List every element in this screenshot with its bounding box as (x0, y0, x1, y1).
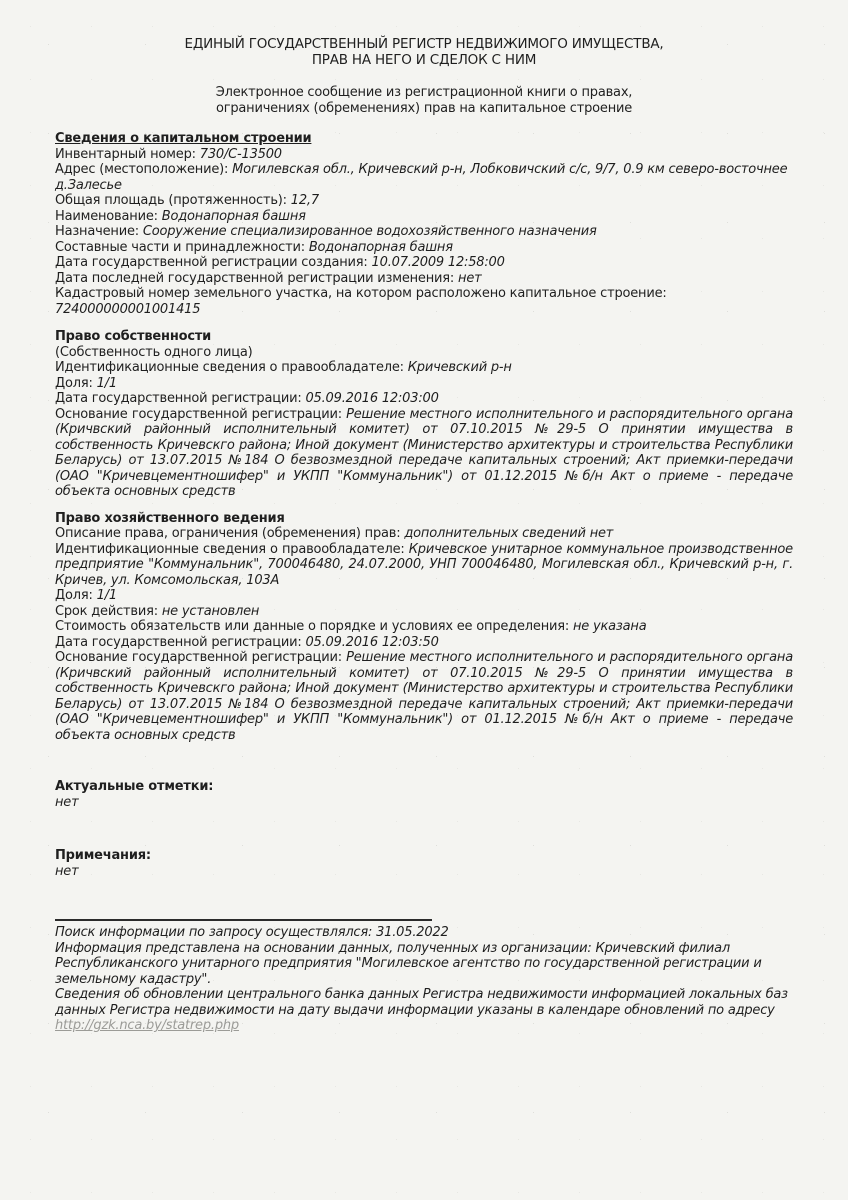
field-row (55, 162, 793, 193)
field-label: Инвентарный номер: (55, 146, 196, 162)
field-row (55, 224, 793, 240)
field-value: не указана (572, 619, 647, 634)
field-label: Назначение: (55, 224, 139, 239)
field-label: Дата государственной регистрации: (55, 391, 302, 406)
section-value: нет (55, 863, 79, 879)
document-subtitle-line1: Электронное сообщение из регистрационной книги о правах, (215, 85, 633, 100)
footer-info-line: Информация представлена на основании данных, полученных из организации: Кричевский филиал Республиканского унитарного предприятия "Могилевское агентство по государственной регистрации и земельному кадастру". (55, 940, 762, 987)
section-notes (55, 848, 793, 879)
field-value: Могилевская обл., Кричевский р-н, Лобковичский с/с, 9/7, 0.9 км северо-восточнее д.Залесье (55, 162, 788, 193)
field-label: Стоимость обязательств или данные о порядке и условиях ее определения: (55, 619, 570, 634)
section-subheading: (Собственность одного лица) (55, 344, 253, 360)
field-row (55, 604, 793, 620)
section-economic-right (55, 511, 793, 744)
field-value: дополнительных сведений нет (404, 526, 614, 541)
footer (55, 925, 793, 1034)
field-label: Дата последней государственной регистрации изменения: (55, 270, 455, 286)
field-label: Основание государственной регистрации: (55, 406, 342, 422)
section-heading: Примечания: (55, 848, 151, 863)
field-label: Описание права, ограничения (обременения) прав: (55, 526, 401, 541)
document-title (55, 36, 793, 68)
field-row (55, 650, 793, 743)
field-label: Доля: (55, 588, 93, 603)
field-label: Идентификационные сведения о правообладателе: (55, 360, 404, 375)
field-row (55, 542, 793, 589)
field-label: Дата государственной регистрации создания: (55, 255, 368, 270)
field-value: Решение местного исполнительного и распорядительного органа (Кричвский районный исполнительный комитет) от 07.10.2015 №29-5 О принятии имущества в собственность Кричевскго района; Иной документ (Министерство архитектуры и строительства Республики Беларусь) от 13.07.2015 №184 О безвозмездной передаче капитальных строений; Акт приемки-передачи (ОАО "Кричевцементношифер" и УКПП "Коммунальник") от 01.12.2015 №б/н Акт о приеме - передаче объекта основных средств (55, 650, 793, 743)
field-value: 05.09.2016 12:03:50 (305, 634, 439, 650)
field-label: Дата государственной регистрации: (55, 634, 302, 650)
footer-divider-line (55, 919, 432, 921)
field-label: Общая площадь (протяженность): (55, 193, 287, 208)
field-row (55, 588, 793, 604)
field-label: Наименование: (55, 208, 158, 224)
field-row (55, 240, 793, 256)
field-row (55, 407, 793, 500)
field-value: 724000000001001415 (55, 301, 201, 317)
field-label: Адрес (местоположение): (55, 162, 229, 177)
field-row (55, 635, 793, 651)
field-row (55, 360, 793, 376)
field-value: 10.07.2009 12:58:00 (371, 255, 505, 270)
field-row (55, 526, 793, 542)
field-value: Водонапорная башня (161, 208, 306, 224)
field-label: Доля: (55, 375, 93, 391)
field-row (55, 376, 793, 392)
field-value: Сооружение специализированное водохозяйственного назначения (142, 224, 597, 239)
field-label: Идентификационные сведения о правообладателе: (55, 541, 405, 557)
field-value: 1/1 (96, 375, 117, 391)
footer-search-line: Поиск информации по запросу осуществлялся: 31.05.2022 (55, 925, 449, 940)
section-heading: Право хозяйственного ведения (55, 510, 285, 526)
field-value: 12,7 (290, 193, 319, 208)
section-ownership-right (55, 329, 793, 500)
section-heading: Право собственности (55, 329, 212, 344)
document-title-line2: ПРАВ НА НЕГО И СДЕЛОК С НИМ (311, 52, 537, 68)
field-value: 1/1 (96, 588, 117, 603)
field-value: Кричевское унитарное коммунальное производственное предприятие "Коммунальник", 700046480, 24.07.2000, УНП 700046480, Могилевская обл., Кричевский р-н, г. Кричев, ул. Комсомольская, 103А (55, 541, 793, 588)
field-value: Решение местного исполнительного и распорядительного органа (Кричвский районный исполнительный комитет) от 07.10.2015 №29-5 О принятии имущества в собственность Кричевскго района; Иной документ (Министерство архитектуры и строительства Республики Беларусь) от 13.07.2015 №184 О безвозмездной передаче капитальных строений; Акт приемки-передачи (ОАО "Кричевцементношифер" и УКПП "Коммунальник") от 01.12.2015 №б/н Акт о приеме - передаче объекта основных средств (55, 406, 793, 499)
field-value: Водонапорная башня (308, 239, 453, 255)
document-title-line1: ЕДИНЫЙ ГОСУДАРСТВЕННЫЙ РЕГИСТР НЕДВИЖИМОГО ИМУЩЕСТВА, (184, 36, 664, 52)
field-label: Основание государственной регистрации: (55, 650, 342, 665)
field-row (55, 286, 793, 317)
section-actual-marks (55, 779, 793, 810)
footer-update-line: Сведения об обновлении центрального банка данных Регистра недвижимости информацией локальных баз данных Регистра недвижимости на дату выдачи информации указаны в календаре обновлений по адресу (55, 987, 788, 1018)
field-value: 730/С-13500 (199, 146, 282, 162)
field-value: нет (458, 270, 482, 286)
field-label: Срок действия: (55, 603, 158, 619)
document-subtitle-line2: ограничениях (обременениях) прав на капитальное строение (215, 100, 633, 116)
field-row (55, 193, 793, 209)
field-row (55, 271, 793, 287)
field-row (55, 209, 793, 225)
footer-calendar-link[interactable]: http://gzk.nca.by/statrep.php (55, 1018, 239, 1033)
section-heading: Сведения о капитальном строении (55, 131, 312, 146)
document-subtitle (55, 85, 793, 116)
section-value: нет (55, 794, 79, 810)
field-row (55, 391, 793, 407)
field-row (55, 255, 793, 271)
section-heading: Актуальные отметки: (55, 779, 214, 794)
section-capital-structure (55, 131, 793, 317)
field-row (55, 619, 793, 635)
field-value: 05.09.2016 12:03:00 (305, 391, 439, 406)
field-row (55, 147, 793, 163)
field-label: Кадастровый номер земельного участка, на котором расположено капитальное строение: (55, 286, 667, 301)
field-value: Кричевский р-н (407, 360, 512, 375)
field-label: Составные части и принадлежности: (55, 239, 305, 255)
field-value: не установлен (161, 603, 260, 619)
